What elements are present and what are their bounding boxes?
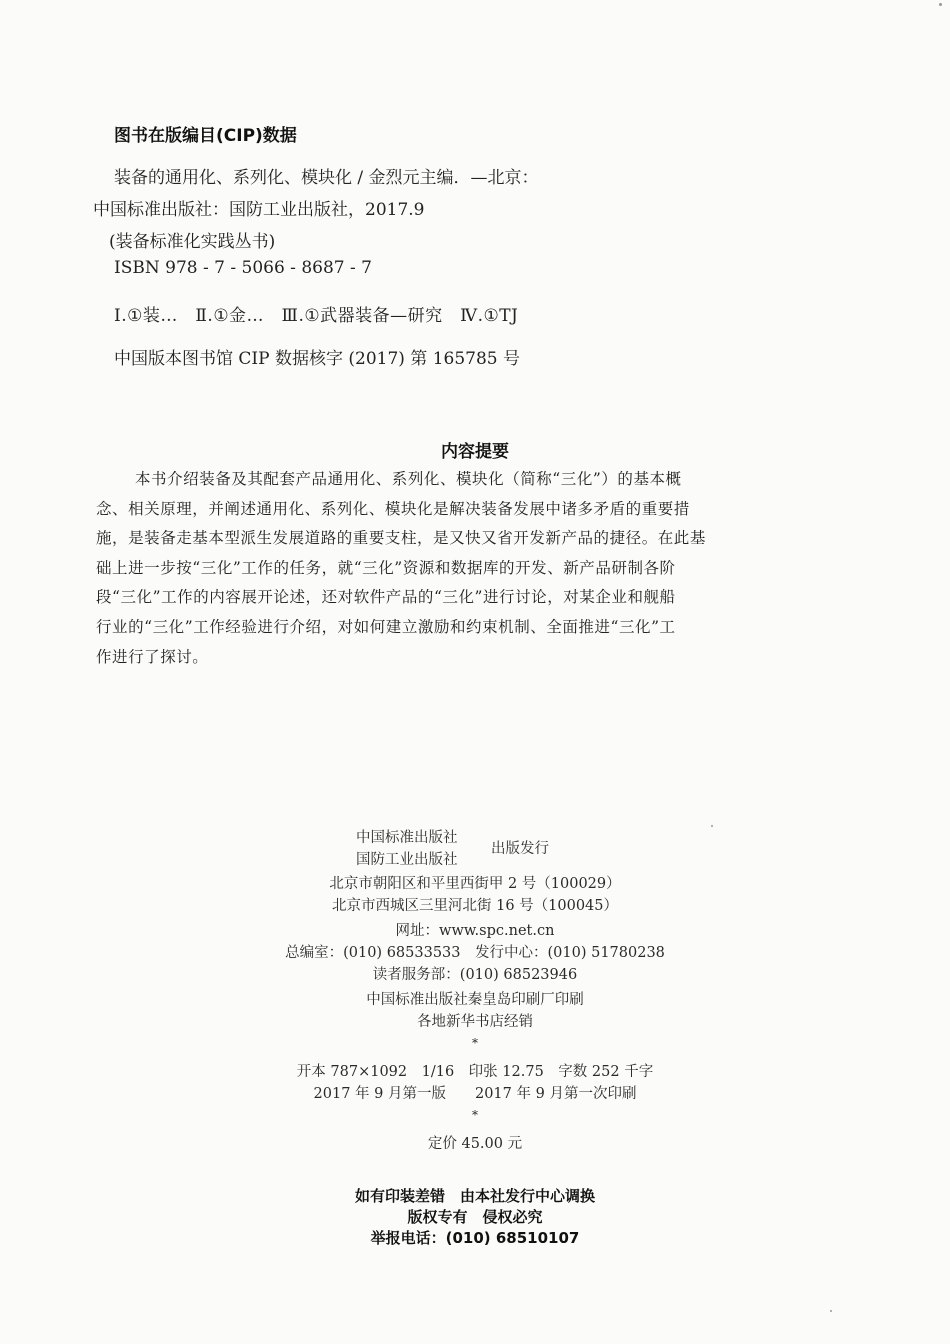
price: 定价 45.00 元 xyxy=(427,1136,523,1152)
summary-line: 施，是装备走基本型派生发展道路的重要支柱，是又快又省开发新产品的捷径。在此基 xyxy=(96,529,706,547)
misprint-notice: 如有印装差错 由本社发行中心调换 xyxy=(354,1187,595,1205)
edition-info: 2017 年 9 月第一版 2017 年 9 月第一次印刷 xyxy=(313,1086,637,1102)
cip-line-series: (装备标准化实践丛书) xyxy=(109,232,276,252)
cip-line-publisher: 中国标准出版社：国防工业出版社，2017.9 xyxy=(93,200,425,220)
cip-record-number: 中国版本图书馆 CIP 数据核字 (2017) 第 165785 号 xyxy=(114,349,521,369)
summary-line: 础上进一步按“三化”工作的任务，就“三化”资源和数据库的开发、新产品研制各阶 xyxy=(96,559,676,577)
scan-speck xyxy=(830,1310,832,1312)
publisher-name-2: 国防工业出版社 xyxy=(356,852,458,868)
cip-classification: Ⅰ.①装… Ⅱ.①金… Ⅲ.①武器装备—研究 Ⅳ.①TJ xyxy=(114,306,519,326)
scan-speck xyxy=(711,825,713,827)
summary-line: 作进行了探讨。 xyxy=(96,648,209,666)
separator-star: * xyxy=(472,1036,478,1050)
separator-star: * xyxy=(472,1108,478,1122)
address-2: 北京市西城区三里河北街 16 号（100045） xyxy=(331,898,619,914)
website: 网址：www.spc.net.cn xyxy=(395,923,555,939)
summary-heading: 内容提要 xyxy=(441,442,509,462)
address-1: 北京市朝阳区和平里西街甲 2 号（100029） xyxy=(329,876,621,892)
format-info: 开本 787×1092 1/16 印张 12.75 字数 252 千字 xyxy=(296,1064,654,1080)
scan-speck xyxy=(939,3,942,6)
cip-line-title: 装备的通用化、系列化、模块化 / 金烈元主编．—北京： xyxy=(114,168,539,188)
summary-line: 行业的“三化”工作经验进行介绍，对如何建立激励和约束机制、全面推进“三化”工 xyxy=(96,618,676,636)
printer: 中国标准出版社秦皇岛印刷厂印刷 xyxy=(366,992,584,1008)
cip-heading: 图书在版编目(CIP)数据 xyxy=(114,126,297,146)
cip-line-isbn: ISBN 978 - 7 - 5066 - 8687 - 7 xyxy=(114,258,372,278)
copyright-notice: 版权专有 侵权必究 xyxy=(407,1208,543,1226)
contact-phones: 总编室：(010) 68533533 发行中心：(010) 51780238 xyxy=(285,945,665,961)
reader-service: 读者服务部：(010) 68523946 xyxy=(372,967,578,983)
summary-line: 念、相关原理，并阐述通用化、系列化、模块化是解决装备发展中诸多矛盾的重要措 xyxy=(96,500,690,518)
publish-issue-label: 出版发行 xyxy=(491,841,549,857)
summary-line: 本书介绍装备及其配套产品通用化、系列化、模块化（简称“三化”）的基本概 xyxy=(135,470,682,488)
summary-line: 段“三化”工作的内容展开论述，还对软件产品的“三化”进行讨论，对某企业和舰船 xyxy=(96,588,676,606)
publisher-name-1: 中国标准出版社 xyxy=(356,830,458,846)
distributor: 各地新华书店经销 xyxy=(417,1014,533,1030)
report-hotline: 举报电话：(010) 68510107 xyxy=(370,1229,580,1247)
